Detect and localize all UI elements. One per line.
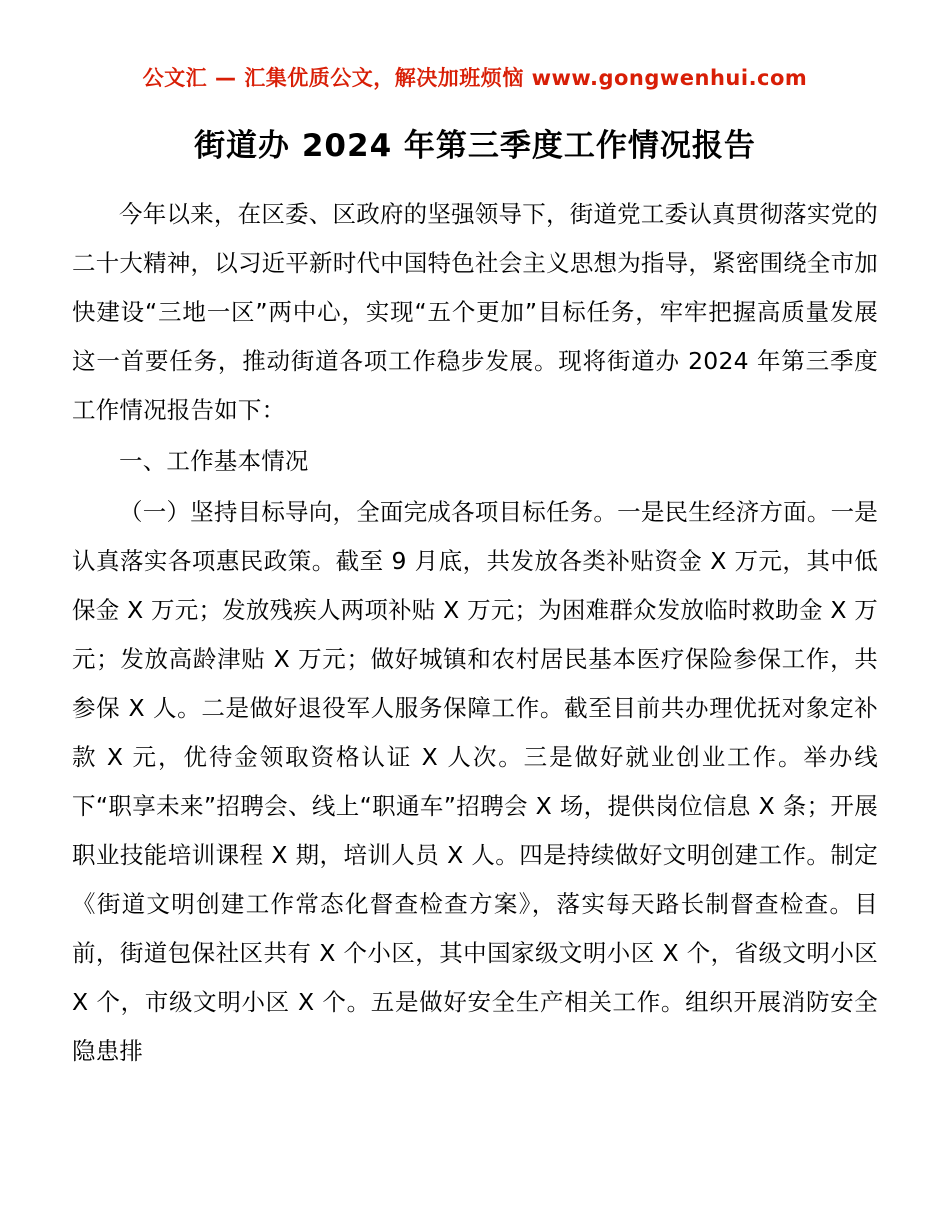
paragraph-subsection-one: （一）坚持目标导向，全面完成各项目标任务。一是民生经济方面。一是认真落实各项惠民政策。截至 9 月底，共发放各类补贴资金 X 万元，其中低保金 X 万元；发放残疾人两项补贴 X 万元；为困难群众发放临时救助金 X 万元；发放高龄津贴 X 万元；做好城镇和农村居民基本医疗保险参保工作，共参保 X 人。二是做好退役军人服务保障工作。截至目前共办理优抚对象定补款 X 元，优待金领取资格认证 X 人次。三是做好就业创业工作。举办线下“职享未来”招聘会、线上“职通车”招聘会 X 场，提供岗位信息 X 条；开展职业技能培训课程 X 期，培训人员 X 人。四是持续做好文明创建工作。制定《街道文明创建工作常态化督查检查方案》，落实每天路长制督查检查。目前，街道包保社区共有 X 个小区，其中国家级文明小区 X 个，省级文明小区 X 个，市级文明小区 X 个。五是做好安全生产相关工作。组织开展消防安全隐患排 bbox=[72, 498, 878, 1066]
site-watermark: 公文汇 — 汇集优质公文，解决加班烦恼 www.gongwenhui.com bbox=[142, 66, 808, 90]
page-title: 街道办 2024 年第三季度工作情况报告 bbox=[194, 128, 756, 164]
section-heading-one: 一、工作基本情况 bbox=[119, 447, 309, 476]
paragraph-intro: 今年以来，在区委、区政府的坚强领导下，街道党工委认真贯彻落实党的二十大精神，以习近平新时代中国特色社会主义思想为指导，紧密围绕全市加快建设“三地一区”两中心，实现“五个更加”目标任务，牢牢把握高质量发展这一首要任务，推动街道各项工作稳步发展。现将街道办 2024 年第三季度工作情况报告如下： bbox=[72, 200, 878, 425]
